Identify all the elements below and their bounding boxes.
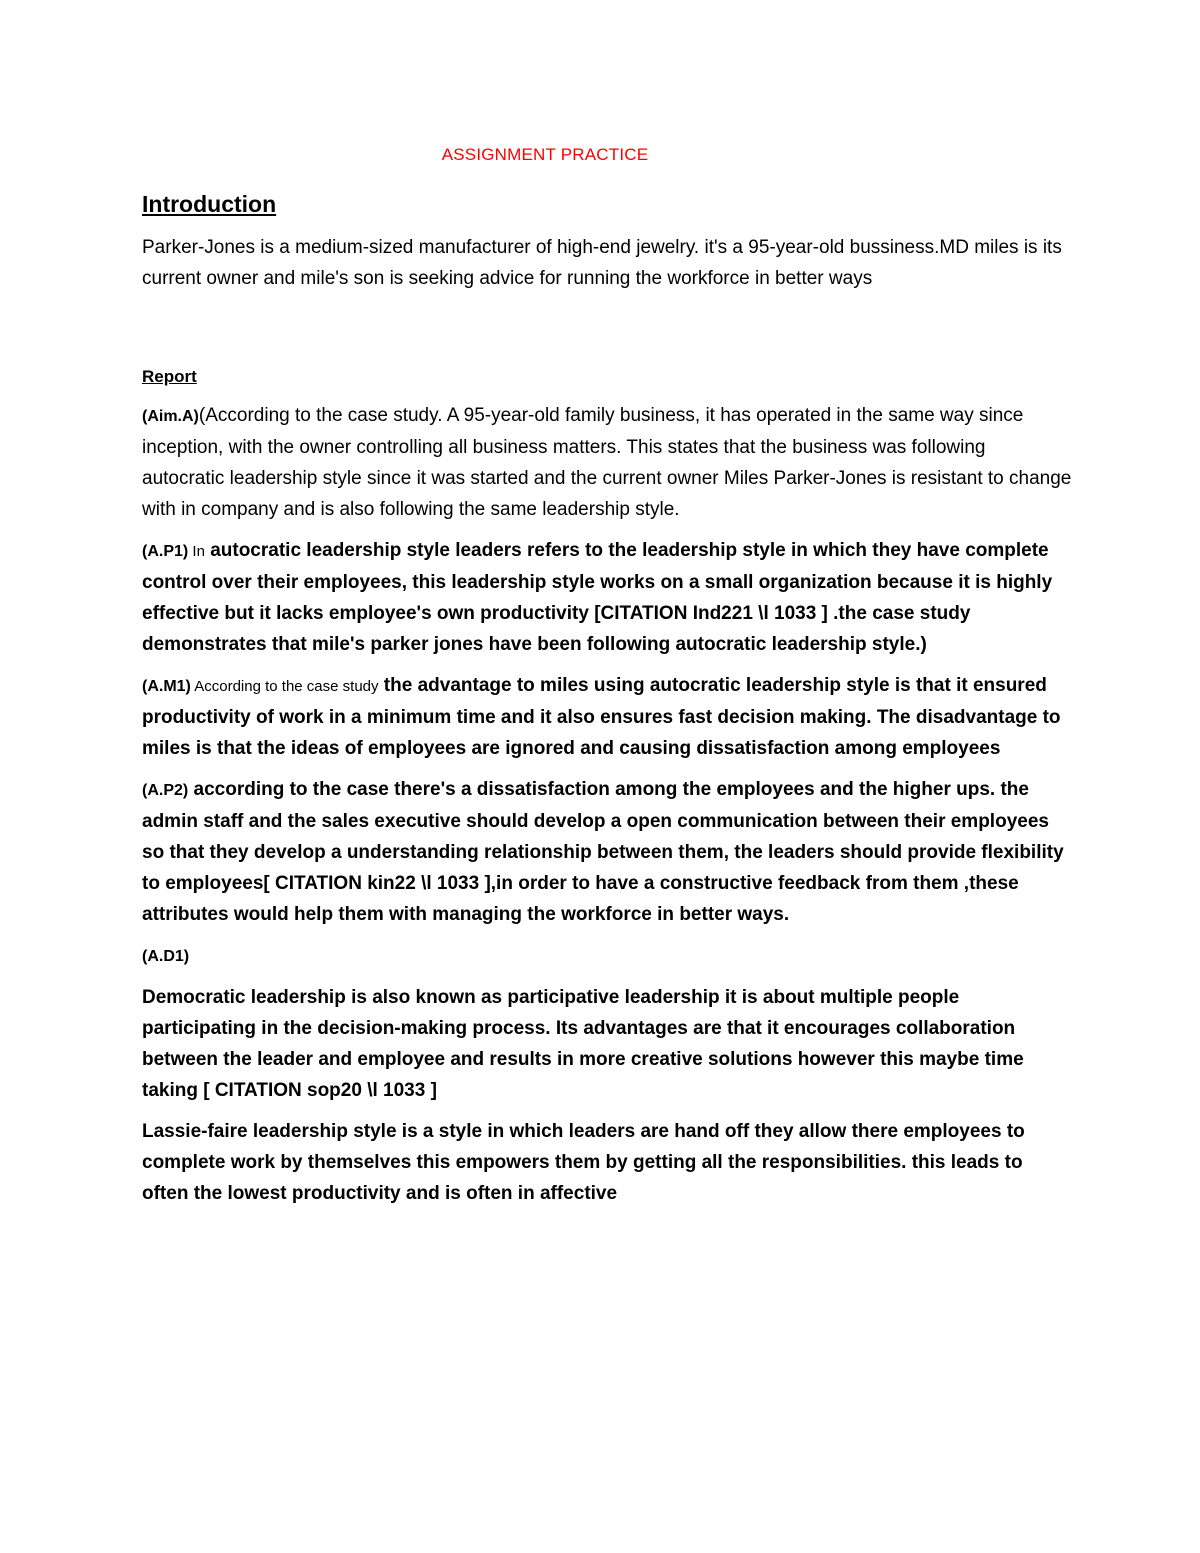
document-title: ASSIGNMENT PRACTICE	[441, 145, 649, 164]
aim-paragraph	[142, 400, 1072, 525]
m1-text: the advantage to miles using autocratic leadership style is that it ensured productivity of work in a minimum time and it also ensures fast decision making. The disadvantage to miles is that the ideas of employees are ignored and causing dissatisfaction among employees	[142, 675, 1061, 759]
m1-lead: According to the case study	[190, 678, 379, 695]
m1-paragraph	[142, 670, 1072, 764]
p2-tag: (A.P2)	[142, 782, 189, 799]
p2-paragraph	[142, 774, 1072, 930]
introduction-heading: Introduction	[142, 191, 277, 217]
d1-tag: (A.D1)	[142, 948, 190, 965]
p1-lead: In	[188, 543, 205, 560]
p1-tag: (A.P1)	[142, 543, 189, 560]
p2-text: according to the case there's a dissatisfaction among the employees and the higher ups. the admin staff and the sales executive should develop a open communication between their employees so that they develop a understanding relationship between them, the leaders should provide flexibility to employees[ CITATION kin22 \l 1033 ],in order to have a constructive feedback from them ,these attributes would help them with managing the workforce in better ways.	[142, 779, 1064, 925]
laissez-faire-paragraph: Lassie-faire leadership style is a style in which leaders are hand off they allow there employees to complete work by themselves this empowers them by getting all the responsibilities. this leads to often the lowest productivity and is often in affective	[142, 1121, 1025, 1204]
aim-tag: (Aim.A)	[142, 408, 199, 425]
d1-tag-paragraph	[142, 940, 1072, 972]
p1-text: autocratic leadership style leaders refers to the leadership style in which they have complete control over their employees, this leadership style works on a small organization because it is highly effective but it lacks employee's own productivity [CITATION Ind221 \l 1033 ] .the case study demonstrates that mile's parker jones have been following autocratic leadership style.)	[142, 540, 1053, 655]
democratic-paragraph: Democratic leadership is also known as participative leadership it is about multiple people participating in the decision-making process. Its advantages are that it encourages collaboration between the leader and employee and results in more creative solutions however this maybe time taking [ CITATION sop20 \l 1033 ]	[142, 987, 1024, 1101]
introduction-text: Parker-Jones is a medium-sized manufacturer of high-end jewelry. it's a 95-year-old bussiness.MD miles is its current owner and mile's son is seeking advice for running the workforce in better ways	[142, 237, 1062, 289]
m1-tag: (A.M1)	[142, 678, 191, 695]
p1-paragraph	[142, 535, 1072, 660]
aim-text: (According to the case study. A 95-year-old family business, it has operated in the same way since inception, with the owner controlling all business matters. This states that the business was following autocratic leadership style since it was started and the current owner Miles Parker-Jones is resistant to change with in company and is also following the same leadership style.	[142, 405, 1072, 520]
report-heading: Report	[142, 367, 197, 386]
document-body	[142, 188, 1072, 1209]
